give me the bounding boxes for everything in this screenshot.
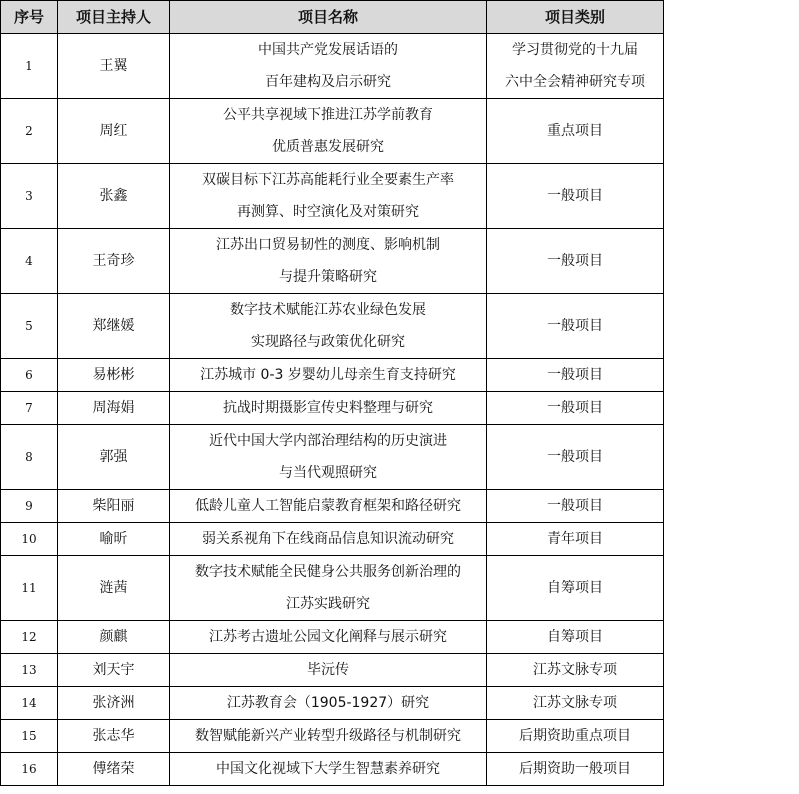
row-number: 6 bbox=[1, 359, 58, 392]
row-host: 郭强 bbox=[58, 425, 170, 490]
row-host: 张志华 bbox=[58, 720, 170, 753]
row-title bbox=[170, 425, 487, 490]
row-number: 10 bbox=[1, 523, 58, 556]
row-host: 张鑫 bbox=[58, 164, 170, 229]
table-row bbox=[1, 229, 664, 294]
row-number: 15 bbox=[1, 720, 58, 753]
table-row bbox=[1, 164, 664, 229]
row-category bbox=[487, 621, 664, 654]
row-title-line: 优质普惠发展研究 bbox=[272, 139, 384, 155]
header-title: 项目名称 bbox=[170, 1, 487, 34]
row-category bbox=[487, 164, 664, 229]
row-category bbox=[487, 229, 664, 294]
row-category-line: 一般项目 bbox=[547, 498, 603, 514]
row-category bbox=[487, 523, 664, 556]
row-title bbox=[170, 34, 487, 99]
row-number: 13 bbox=[1, 654, 58, 687]
row-category-line: 后期资助重点项目 bbox=[519, 728, 631, 744]
table-row bbox=[1, 556, 664, 621]
row-category-line: 自筹项目 bbox=[547, 629, 603, 645]
row-title bbox=[170, 621, 487, 654]
table-row bbox=[1, 392, 664, 425]
row-title bbox=[170, 99, 487, 164]
table-row bbox=[1, 523, 664, 556]
row-title bbox=[170, 490, 487, 523]
row-title-line: 近代中国大学内部治理结构的历史演进 bbox=[209, 433, 447, 449]
row-title-line: 实现路径与政策优化研究 bbox=[251, 334, 405, 350]
row-title bbox=[170, 753, 487, 786]
row-category-line: 青年项目 bbox=[547, 531, 603, 547]
row-host: 周海娟 bbox=[58, 392, 170, 425]
row-title-line: 与当代观照研究 bbox=[279, 465, 377, 481]
row-title bbox=[170, 523, 487, 556]
row-number: 3 bbox=[1, 164, 58, 229]
row-title-line: 公平共享视域下推进江苏学前教育 bbox=[223, 107, 433, 123]
table-row bbox=[1, 654, 664, 687]
table-row bbox=[1, 753, 664, 786]
row-number: 11 bbox=[1, 556, 58, 621]
row-number: 14 bbox=[1, 687, 58, 720]
row-category-line: 自筹项目 bbox=[547, 580, 603, 596]
row-category bbox=[487, 425, 664, 490]
row-category bbox=[487, 687, 664, 720]
row-title bbox=[170, 556, 487, 621]
row-title-line: 数字技术赋能全民健身公共服务创新治理的 bbox=[195, 564, 461, 580]
header-row bbox=[1, 1, 664, 34]
row-number: 5 bbox=[1, 294, 58, 359]
row-host: 刘天宇 bbox=[58, 654, 170, 687]
table-row bbox=[1, 359, 664, 392]
row-category-line: 重点项目 bbox=[547, 123, 603, 139]
row-title bbox=[170, 687, 487, 720]
row-host: 张济洲 bbox=[58, 687, 170, 720]
row-title-line: 抗战时期摄影宣传史料整理与研究 bbox=[223, 400, 433, 416]
row-title-line: 双碳目标下江苏高能耗行业全要素生产率 bbox=[202, 172, 454, 188]
row-host: 颜麒 bbox=[58, 621, 170, 654]
row-title-line: 与提升策略研究 bbox=[279, 269, 377, 285]
table-row bbox=[1, 720, 664, 753]
row-host: 郑继媛 bbox=[58, 294, 170, 359]
header-no: 序号 bbox=[1, 1, 58, 34]
row-category-line: 学习贯彻党的十九届 bbox=[512, 42, 638, 58]
row-number: 9 bbox=[1, 490, 58, 523]
row-category-line: 一般项目 bbox=[547, 400, 603, 416]
row-number: 8 bbox=[1, 425, 58, 490]
row-title-line: 弱关系视角下在线商品信息知识流动研究 bbox=[202, 531, 454, 547]
row-title bbox=[170, 720, 487, 753]
row-category-line: 后期资助一般项目 bbox=[519, 761, 631, 777]
row-title bbox=[170, 294, 487, 359]
row-category bbox=[487, 359, 664, 392]
table-row bbox=[1, 425, 664, 490]
table-row bbox=[1, 687, 664, 720]
row-title-line: 低龄儿童人工智能启蒙教育框架和路径研究 bbox=[195, 498, 461, 514]
row-title-line: 再测算、时空演化及对策研究 bbox=[237, 204, 419, 220]
table-row bbox=[1, 294, 664, 359]
row-title-line: 江苏实践研究 bbox=[286, 596, 370, 612]
row-host: 王奇珍 bbox=[58, 229, 170, 294]
row-title-line: 数字技术赋能江苏农业绿色发展 bbox=[230, 302, 426, 318]
row-title-line: 江苏教育会（1905-1927）研究 bbox=[226, 695, 430, 711]
row-category-line: 一般项目 bbox=[547, 253, 603, 269]
row-category bbox=[487, 720, 664, 753]
row-title bbox=[170, 359, 487, 392]
row-category-line: 一般项目 bbox=[547, 318, 603, 334]
row-number: 4 bbox=[1, 229, 58, 294]
row-host: 傅绪荣 bbox=[58, 753, 170, 786]
row-category bbox=[487, 654, 664, 687]
table-body bbox=[1, 34, 664, 786]
row-number: 7 bbox=[1, 392, 58, 425]
row-category bbox=[487, 99, 664, 164]
row-number: 16 bbox=[1, 753, 58, 786]
row-category-line: 一般项目 bbox=[547, 449, 603, 465]
table-row bbox=[1, 34, 664, 99]
row-title-line: 毕沅传 bbox=[307, 662, 349, 678]
row-title bbox=[170, 164, 487, 229]
row-category-line: 一般项目 bbox=[547, 367, 603, 383]
row-title bbox=[170, 229, 487, 294]
row-title-line: 江苏城市 0-3 岁婴幼儿母亲生育支持研究 bbox=[200, 367, 456, 383]
row-title bbox=[170, 392, 487, 425]
row-title bbox=[170, 654, 487, 687]
table-row bbox=[1, 99, 664, 164]
row-title-line: 江苏出口贸易韧性的测度、影响机制 bbox=[216, 237, 440, 253]
row-category bbox=[487, 34, 664, 99]
table-row bbox=[1, 621, 664, 654]
row-host: 涟茜 bbox=[58, 556, 170, 621]
row-category bbox=[487, 753, 664, 786]
row-title-line: 数智赋能新兴产业转型升级路径与机制研究 bbox=[195, 728, 461, 744]
row-category-line: 一般项目 bbox=[547, 188, 603, 204]
row-host: 喻昕 bbox=[58, 523, 170, 556]
row-number: 12 bbox=[1, 621, 58, 654]
row-number: 2 bbox=[1, 99, 58, 164]
header-host: 项目主持人 bbox=[58, 1, 170, 34]
row-category bbox=[487, 490, 664, 523]
row-category-line: 江苏文脉专项 bbox=[533, 662, 617, 678]
row-host: 易彬彬 bbox=[58, 359, 170, 392]
row-title-line: 中国文化视域下大学生智慧素养研究 bbox=[216, 761, 440, 777]
row-title-line: 江苏考古遗址公园文化阐释与展示研究 bbox=[209, 629, 447, 645]
row-host: 柴阳丽 bbox=[58, 490, 170, 523]
row-category bbox=[487, 556, 664, 621]
row-category bbox=[487, 392, 664, 425]
row-host: 周红 bbox=[58, 99, 170, 164]
row-category-line: 江苏文脉专项 bbox=[533, 695, 617, 711]
row-category-line: 六中全会精神研究专项 bbox=[505, 74, 645, 90]
table-row bbox=[1, 490, 664, 523]
row-category bbox=[487, 294, 664, 359]
row-title-line: 百年建构及启示研究 bbox=[265, 74, 391, 90]
header-category: 项目类别 bbox=[487, 1, 664, 34]
row-host: 王翼 bbox=[58, 34, 170, 99]
row-number: 1 bbox=[1, 34, 58, 99]
row-title-line: 中国共产党发展话语的 bbox=[258, 42, 398, 58]
